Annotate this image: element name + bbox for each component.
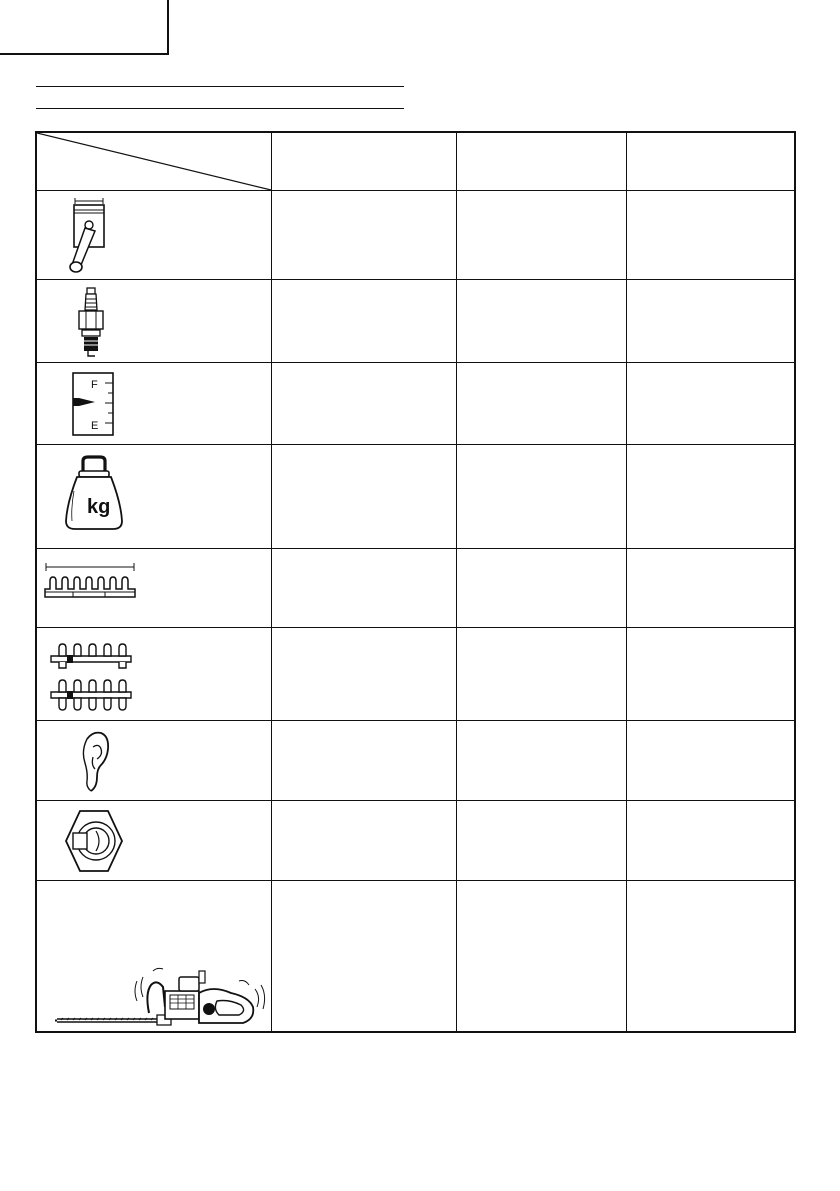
title-underline-1 bbox=[36, 86, 404, 87]
weight-unit-label: kg bbox=[87, 496, 111, 518]
table-row bbox=[37, 444, 794, 548]
table-header-row bbox=[37, 133, 794, 190]
diagonal-header-line bbox=[37, 133, 272, 190]
hedge-trimmer-vibration-icon bbox=[53, 963, 273, 1033]
blade-length-icon bbox=[43, 561, 137, 605]
spec-table bbox=[35, 131, 796, 1033]
weight-kg-icon bbox=[63, 455, 125, 533]
table-row bbox=[37, 720, 794, 800]
table-row bbox=[37, 190, 794, 279]
table-row bbox=[37, 548, 794, 627]
gauge-full-label: F bbox=[91, 379, 98, 391]
piston-displacement-icon bbox=[59, 197, 119, 277]
table-row bbox=[37, 362, 794, 444]
ear-noise-icon bbox=[79, 729, 111, 795]
hex-nut-icon bbox=[64, 809, 124, 873]
title-underline-2 bbox=[36, 108, 404, 109]
table-row bbox=[37, 627, 794, 720]
table-row bbox=[37, 279, 794, 362]
corner-tab-box bbox=[0, 0, 169, 55]
spark-plug-icon bbox=[75, 286, 107, 360]
gauge-empty-label: E bbox=[91, 420, 99, 432]
table-row bbox=[37, 880, 794, 1033]
fuel-gauge-icon bbox=[71, 371, 115, 437]
table-row bbox=[37, 800, 794, 880]
blade-type-icon bbox=[47, 638, 137, 714]
